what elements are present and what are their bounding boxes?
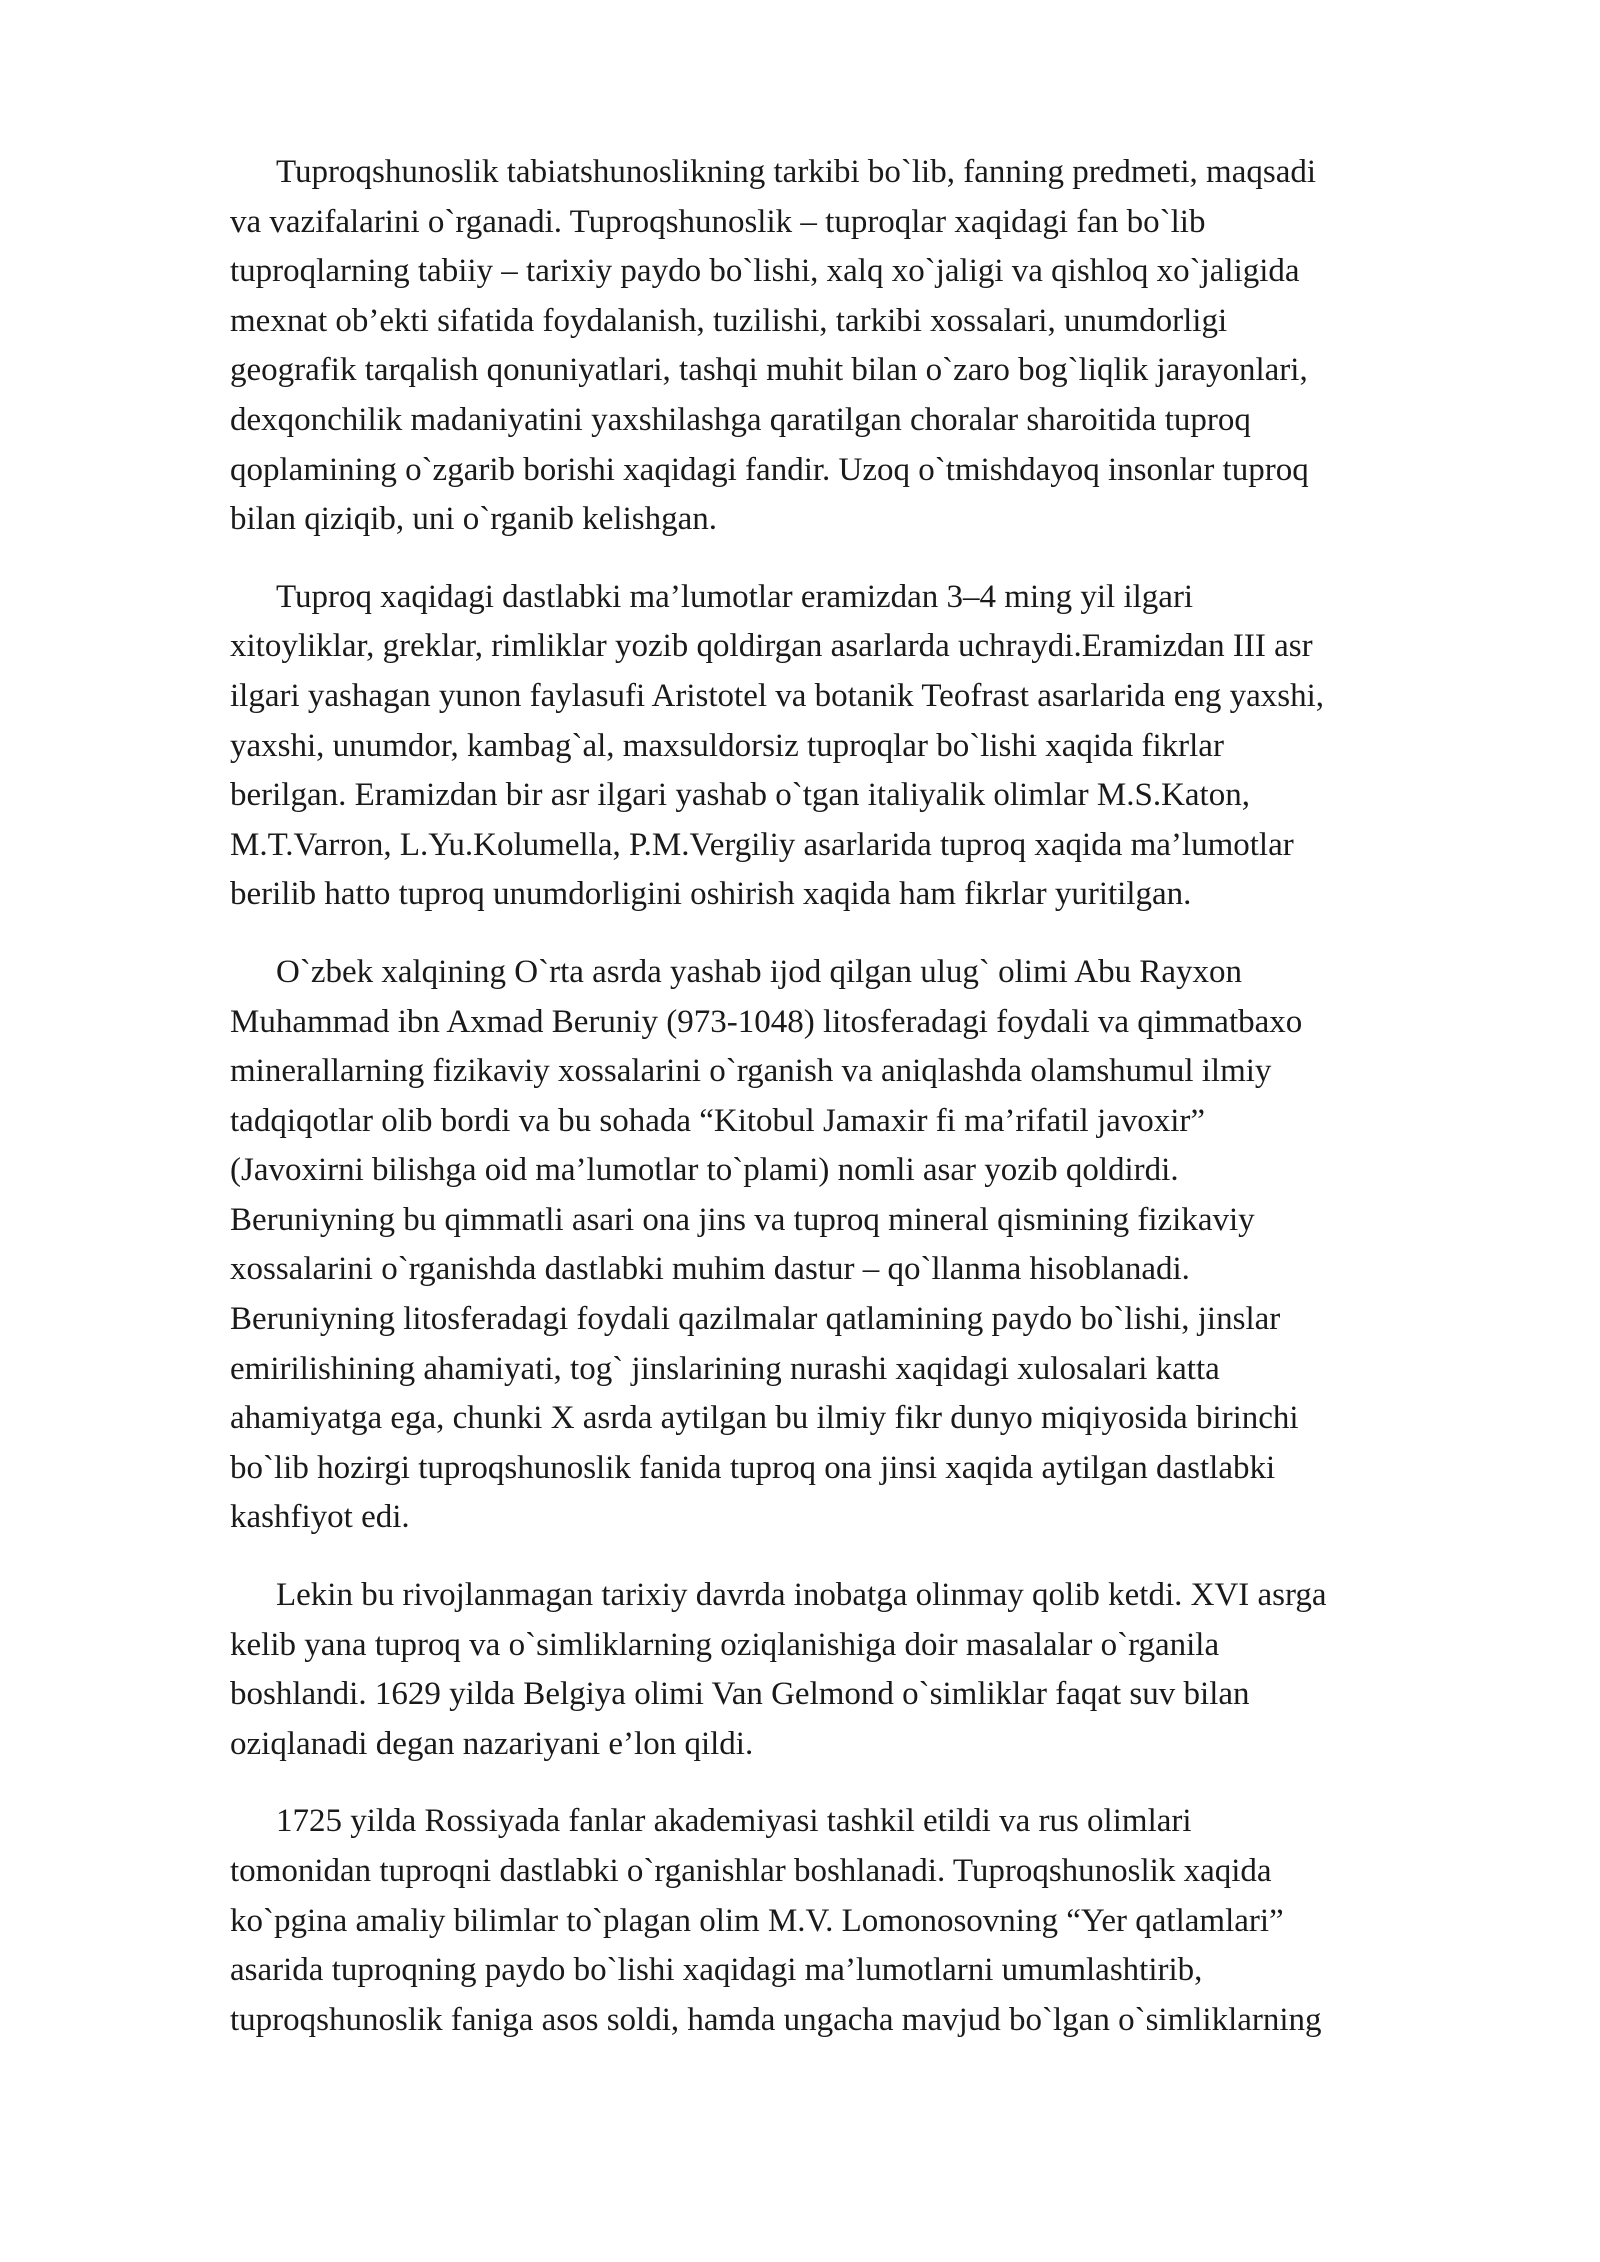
paragraph-line: emirilishining ahamiyati, tog` jinslarining nurashi xaqidagi xulosalari katta bbox=[230, 1350, 1220, 1387]
paragraph-line: boshlandi. 1629 yilda Belgiya olimi Van Gelmond o`simliklar faqat suv bilan bbox=[230, 1676, 1250, 1713]
paragraph-line: tadqiqotlar olib bordi va bu sohada “Kitobul Jamaxir fi ma’rifatil javoxir” bbox=[230, 1102, 1206, 1139]
paragraph-line: kelib yana tuproq va o`simliklarning oziqlanishiga doir masalalar o`rganila bbox=[230, 1626, 1220, 1663]
paragraph-line: (Javoxirni bilishga oid ma’lumotlar to`plami) nomli asar yozib qoldirdi. bbox=[230, 1152, 1179, 1189]
paragraph-line: mexnat ob’ekti sifatida foydalanish, tuzilishi, tarkibi xossalari, unumdorligi bbox=[230, 302, 1228, 339]
paragraph-line: ahamiyatga ega, chunki X asrda aytilgan bu ilmiy fikr dunyo miqiyosida birinchi bbox=[230, 1400, 1299, 1437]
paragraph-2 bbox=[230, 573, 1492, 920]
paragraph-line: minerallarning fizikaviy xossalarini o`rganish va aniqlashda olamshumul ilmiy bbox=[230, 1053, 1272, 1090]
paragraph-line: Muhammad ibn Axmad Beruniy (973-1048) litosferadagi foydali va qimmatbaxo bbox=[230, 1003, 1303, 1040]
paragraph-line: M.T.Varron, L.Yu.Kolumella, P.M.Vergiliy asarlarida tuproq xaqida ma’lumotlar bbox=[230, 826, 1294, 863]
paragraph-line: berilib hatto tuproq unumdorligini oshirish xaqida ham fikrlar yuritilgan. bbox=[230, 876, 1192, 913]
paragraph-line: tuproqlarning tabiiy – tarixiy paydo bo`lishi, xalq xo`jaligi va qishloq xo`jaligida bbox=[230, 253, 1300, 290]
paragraph-line: Lekin bu rivojlanmagan tarixiy davrda inobatga olinmay qolib ketdi. XVI asrga bbox=[276, 1577, 1327, 1614]
paragraph-line: Beruniyning bu qimmatli asari ona jins va tuproq mineral qismining fizikaviy bbox=[230, 1201, 1255, 1238]
paragraph-line: berilgan. Eramizdan bir asr ilgari yashab o`tgan italiyalik olimlar M.S.Katon, bbox=[230, 777, 1250, 814]
paragraph-line: bilan qiziqib, uni o`rganib kelishgan. bbox=[230, 501, 717, 538]
paragraph-line: Tuproq xaqidagi dastlabki ma’lumotlar eramizdan 3–4 ming yil ilgari bbox=[276, 578, 1194, 615]
paragraph-line: bo`lib hozirgi tuproqshunoslik fanida tuproq ona jinsi xaqida aytilgan dastlabki bbox=[230, 1449, 1276, 1486]
paragraph-line: ko`pgina amaliy bilimlar to`plagan olim M.V. Lomonosovning “Yer qatlamlari” bbox=[230, 1902, 1284, 1939]
paragraph-line: Tuproqshunoslik tabiatshunoslikning tarkibi bo`lib, fanning predmeti, maqsadi bbox=[276, 154, 1317, 190]
paragraph-line: tomonidan tuproqni dastlabki o`rganishlar boshlanadi. Tuproqshunoslik xaqida bbox=[230, 1853, 1272, 1889]
paragraph-line: kashfiyot edi. bbox=[230, 1499, 410, 1536]
paragraph-line: 1725 yilda Rossiyada fanlar akademiyasi tashkil etildi va rus olimlari bbox=[276, 1803, 1192, 1840]
paragraph-line: dexqonchilik madaniyatini yaxshilashga qaratilgan choralar sharoitida tuproq bbox=[230, 401, 1251, 438]
paragraph-3 bbox=[230, 948, 1492, 1543]
paragraph-line: geografik tarqalish qonuniyatlari, tashqi muhit bilan o`zaro bog`liqlik jarayonlari, bbox=[230, 352, 1308, 389]
paragraph-line: tuproqshunoslik faniga asos soldi, hamda ungacha mavjud bo`lgan o`simliklarning bbox=[230, 2001, 1322, 2038]
document-body bbox=[230, 148, 1492, 2073]
paragraph-line: yaxshi, unumdor, kambag`al, maxsuldorsiz tuproqlar bo`lishi xaqida fikrlar bbox=[230, 727, 1224, 764]
paragraph-5 bbox=[230, 1797, 1492, 2045]
paragraph-4 bbox=[230, 1571, 1492, 1769]
paragraph-line: oziqlanadi degan nazariyani e’lon qildi. bbox=[230, 1725, 754, 1762]
paragraph-line: Beruniyning litosferadagi foydali qazilmalar qatlamining paydo bo`lishi, jinslar bbox=[230, 1301, 1281, 1338]
paragraph-line: O`zbek xalqining O`rta asrda yashab ijod qilgan ulug` olimi Abu Rayxon bbox=[276, 953, 1242, 990]
paragraph-1 bbox=[230, 148, 1492, 545]
paragraph-line: asarida tuproqning paydo bo`lishi xaqidagi ma’lumotlarni umumlashtirib, bbox=[230, 1952, 1203, 1989]
paragraph-line: qoplamining o`zgarib borishi xaqidagi fandir. Uzoq o`tmishdayoq insonlar tuproq bbox=[230, 451, 1309, 488]
paragraph-line: xitoyliklar, greklar, rimliklar yozib qoldirgan asarlarda uchraydi.Eramizdan III asr bbox=[230, 628, 1313, 665]
paragraph-line: ilgari yashagan yunon faylasufi Aristotel va botanik Teofrast asarlarida eng yaxshi, bbox=[230, 677, 1325, 714]
paragraph-line: xossalarini o`rganishda dastlabki muhim dastur – qo`llanma hisoblanadi. bbox=[230, 1251, 1190, 1288]
paragraph-line: va vazifalarini o`rganadi. Tuproqshunoslik – tuproqlar xaqidagi fan bo`lib bbox=[230, 203, 1206, 240]
